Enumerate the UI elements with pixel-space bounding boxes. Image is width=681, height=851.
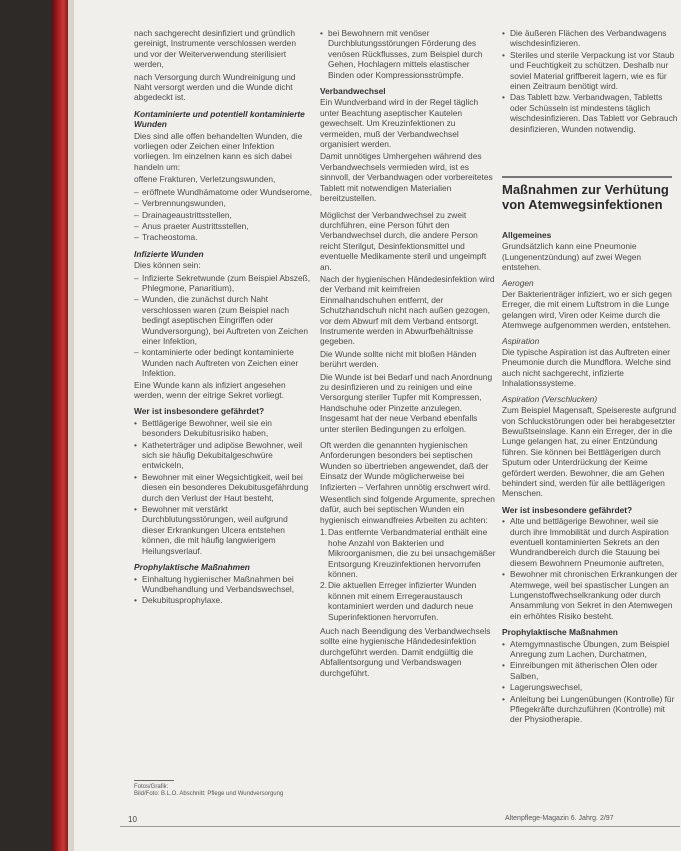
binding-shadow bbox=[0, 0, 52, 851]
list-at-risk-respiratory bbox=[502, 516, 678, 621]
list-item: – Infizierte Sekretwunde (zum Beispiel Abszeß, Phlegmone, Panaritium), bbox=[134, 273, 312, 294]
paragraph-infected: Dies können sein: bbox=[134, 260, 201, 271]
list-item: – eröffnete Wundhämatome oder Wundserome, bbox=[134, 187, 312, 197]
intro-paragraph-1: nach sachgerecht desinfiziert und gründlich gereinigt, Instrumente verschlossen werden und vor der Weiterverwendung sterilisiert werden, bbox=[134, 28, 296, 70]
footnote: Fotos/Grafik: Bild/Foto: B.L.O. Abschnitt: Pflege und Wundversorgung bbox=[134, 784, 284, 798]
book-spine bbox=[52, 0, 68, 851]
list-venous bbox=[320, 28, 496, 80]
heading-aspiration: Aspiration bbox=[502, 335, 540, 346]
list-item: – Verbrennungswunden, bbox=[134, 198, 312, 208]
list-item: • bei Bewohnern mit venöser Durchblutungsstörungen Förderung des venösen Rückflusses, zum Beispiel durch Gehen, Hochlagern mittels elastischer Binden oder Kompressionsstrümpfe. bbox=[320, 28, 496, 80]
list-item: • Bewohner mit verstärkt Durchblutungsstörungen, weil aufgrund dieser Erkrankungen Ulcera entstehen können, die mit häufig langwierigem Heilungsverlauf. bbox=[134, 504, 312, 556]
list-item: • Bettlägerige Bewohner, weil sie ein besonders Dekubitusrisiko haben, bbox=[134, 418, 312, 439]
page-gutter bbox=[68, 0, 74, 851]
list-item: • Atemgymnastische Übungen, zum Beispiel Anregung zum Lachen, Durchatmen, bbox=[502, 639, 678, 660]
list-item: • Die äußeren Flächen des Verbandwagens wischdesinfizieren. bbox=[502, 28, 678, 49]
footer-rule bbox=[120, 826, 680, 827]
list-item: • Einreibungen mit ätherischen Ölen oder Salben, bbox=[502, 660, 678, 681]
paragraph: Ein Wundverband wird in der Regel täglich unter Beachtung aseptischer Kautelen gewechselt. Um Kreuzinfektionen zu vermeiden, muß der Verbandwechsel organisiert werden. bbox=[320, 97, 479, 150]
heading-at-risk: Wer ist insbesondere gefährdet? bbox=[134, 406, 265, 417]
list-prophylaxis bbox=[134, 574, 312, 606]
heading-dressing-change: Verbandwechsel bbox=[320, 86, 386, 97]
list-item: • Das Tablett bzw. Verbandwagen, Tabletts oder Schüsseln ist mindestens täglich wischdesinfizieren. Das Tablett vor Gebrauch desinfizieren, Wunden notwendig. bbox=[502, 92, 678, 134]
heading-at-risk-respiratory: Wer ist insbesondere gefährdet? bbox=[502, 504, 633, 515]
list-item: 1. Das entfernte Verbandmaterial enthält eine hohe Anzahl von Bakterien und Mikroorganismen, die zu bei unsachgemäßer Entsorgung Kreuzinfektionen hervorrufen können. bbox=[320, 527, 496, 579]
paragraph: Die typische Aspiration ist das Auftreten einer Pneumonie durch die Mundflora. Welche sind auch nicht sachgerecht, infizierte Inhalationssysteme. bbox=[502, 347, 671, 389]
heading-prophylaxis-respiratory: Prophylaktische Maßnahmen bbox=[502, 627, 618, 638]
list-infected bbox=[134, 273, 312, 379]
list-item: – Tracheostoma. bbox=[134, 232, 312, 242]
list-at-risk bbox=[134, 418, 312, 556]
section-rule bbox=[502, 176, 672, 178]
list-prophylaxis-respiratory bbox=[502, 639, 678, 725]
list-item: • Anleitung bei Lungenübungen (Kontrolle) für Pflegekräfte durchzuführen (Kontrolle) mit der Physiotherapie. bbox=[502, 694, 678, 725]
paragraph: Möglichst der Verbandwechsel zu zweit durchführen, eine Person führt den Verbandwechsel durch, die andere Person reicht Sterilgut, Desinfektionsmittel und eventuelle Medikamente steril und ungeimpft an. bbox=[320, 209, 487, 272]
paragraph: Der Bakterienträger infiziert, wo er sich gegen Erreger, die mit einem Luftstrom in die Lunge gelangen wird, Viren oder Keime durch die Atemwege aufgenommen werden, entstehen. bbox=[502, 289, 672, 331]
page-number: 10 bbox=[128, 815, 137, 824]
paragraph: Damit unnötiges Umhergehen während des Verbandwechsels vermieden wird, ist es sinnvoll, der Verbandwagen oder vorbereitetes Tablett mit notwendigen Materialien bereitzustellen. bbox=[320, 151, 493, 204]
paragraph-contaminated-b: offene Frakturen, Verletzungswunden, bbox=[134, 174, 276, 185]
paragraph: Auch nach Beendigung des Verbandwechsels sollte eine hygienische Händedesinfektion durchgeführt werden. Damit endgültig die Abfallentsorgung und Verbandswagen durchgeführt. bbox=[320, 625, 491, 678]
list-item: • Bewohner mit chronischen Erkrankungen der Atemwege, weil bei spastischer Lungen an Lungenstoffwechselkrankung oder durch Ansammlung von Sekret in den Atemwegen ein erhöhtes Risiko besteht. bbox=[502, 569, 678, 621]
column-right bbox=[502, 28, 678, 135]
list-item: – Drainageaustrittsstellen, bbox=[134, 210, 312, 220]
numbered-list bbox=[320, 527, 496, 622]
column-left bbox=[134, 28, 312, 607]
heading-general: Allgemeines bbox=[502, 230, 552, 240]
paragraph: Die Wunde ist bei Bedarf und nach Anordnung zu desinfizieren und zu reinigen und eine Versorgung steriler Tupfer mit Kompressen, Handschuhe oder Pinzette anzulegen. Insgesamt hat der neue Verband ebenfalls unter sterilen Bedingungen zu erfolgen. bbox=[320, 371, 493, 434]
paragraph: Grundsätzlich kann eine Pneumonie (Lungenentzündung) auf zwei Wegen entstehen. bbox=[502, 241, 642, 273]
list-item: • Lagerungswechsel, bbox=[502, 682, 678, 692]
list-item: – kontaminierte oder bedingt kontaminierte Wunden nach Auftreten von Zeichen einer Infektion. bbox=[134, 347, 312, 378]
paragraph-infected-definition: Eine Wunde kann als infiziert angesehen werden, wenn der eitrige Sekret vorliegt. bbox=[134, 379, 286, 400]
paragraph: Die Wunde sollte nicht mit bloßen Händen berührt werden. bbox=[320, 348, 477, 370]
paragraph: Oft werden die genannten hygienischen Anforderungen besonders bei septischen Wunden so übertrieben angewendet, daß der Einsatz der Wunde möglicherweise bei Infizierten – Verfahren unnötig erschwert wird. bbox=[320, 440, 491, 492]
paragraph: Nach der hygienischen Händedesinfektion wird der Verband mit keimfreien Einmalhandschuhen entfernt, der Schutzhandschuh nicht nach außen gezogen, vor dem Abwurf mit dem Verband entsorgt. Instrumente werden in Abwurfbehältnisse gegeben. bbox=[320, 273, 495, 347]
list-contaminated bbox=[134, 187, 312, 243]
list-item: • Steriles und sterile Verpackung ist vor Staub und Feuchtigkeit zu schützen. Deshalb nur soviel Material griffbereit lagern, wie es für einen Zeitraum benötigt wird. bbox=[502, 50, 678, 92]
heading-infected-wounds: Infizierte Wunden bbox=[134, 248, 204, 259]
list-item: • Alte und bettlägerige Bewohner, weil sie durch ihre Immobilität und durch Aspiration eventuell kontaminierten Sekrets an den Wundrandbereich durch die Stauung bei diesem Bewohnern Pneumonie auftreten, bbox=[502, 516, 678, 568]
heading-aspiration-swallow: Aspiration (Verschlucken) bbox=[502, 393, 598, 404]
list-item: 2. Die aktuellen Erreger infizierter Wunden können mit einem Erregeraustausch kontaminiert werden und dadurch neue Superinfektionen hervorrufen. bbox=[320, 580, 477, 622]
heading-aerogen: Aerogen bbox=[502, 277, 534, 288]
paragraph: Wesentlich sind folgende Argumente, sprechen dafür, auch bei septischen Wunden ein hygienisch einwandfreies Arbeiten zu achten: bbox=[320, 494, 495, 525]
column-right-lower bbox=[502, 224, 678, 726]
heading-prophylaxis: Prophylaktische Maßnahmen bbox=[134, 562, 250, 573]
list-item: • Bewohner mit einer Wegsichtigkeit, weil bei diesen ein besonderes Dekubitusgefährdung durch den Verlust der Haut besteht, bbox=[134, 472, 312, 503]
list-item: – Anus praeter Austrittsstellen, bbox=[134, 221, 312, 231]
footer-publication: Altenpflege-Magazin 6. Jahrg. 2/97 bbox=[505, 815, 614, 822]
intro-paragraph-2: nach Versorgung durch Wundreinigung und Naht versorgt werden und die Wunde dicht abgedeckt ist. bbox=[134, 71, 296, 103]
list-cart bbox=[502, 28, 678, 134]
column-middle bbox=[320, 28, 496, 680]
paragraph: Zum Beispiel Magensaft, Speisereste aufgrund von Schluckstörungen oder bei herabgesetzter Bewußtseinslage. Kann ein Erreger, der in die Lunge gelangen hat, zu einer Entzündung führen. Sie können bei Bettlägerigen durch Sputum oder Unterdrückung der Keime gefördert werden. Bewohner, die am Gehen behindert sind, werden für alle bettlägerigen Menschen. bbox=[502, 405, 677, 499]
paragraph-contaminated: Dies sind alle offen behandelten Wunden, die vorliegen oder Zeichen einer Infektion vorliegen. Im einzelnen kann es sich dabei handeln um: bbox=[134, 130, 303, 172]
list-item: • Katheterträger und adipöse Bewohner, weil sich sie häufig Dekubitalgeschwüre entwickeln, bbox=[134, 440, 312, 471]
heading-contaminated-wounds: Kontaminierte und potentiell kontaminierte Wunden bbox=[134, 108, 305, 130]
section-title: Maßnahmen zur Verhütung von Atemwegsinfektionen bbox=[502, 182, 669, 212]
list-item: – Wunden, die zunächst durch Naht verschlossen waren (zum Beispiel nach bedingt aseptischen Eingriffen oder Wundversorgung), bei Auftreten von Zeichen einer Infektion, bbox=[134, 294, 312, 346]
list-item: • Dekubitusprophylaxe. bbox=[134, 595, 312, 605]
list-item: • Einhaltung hygienischer Maßnahmen bei Wundbehandlung und Verbandswechsel, bbox=[134, 574, 312, 595]
footnote-rule bbox=[134, 780, 174, 781]
